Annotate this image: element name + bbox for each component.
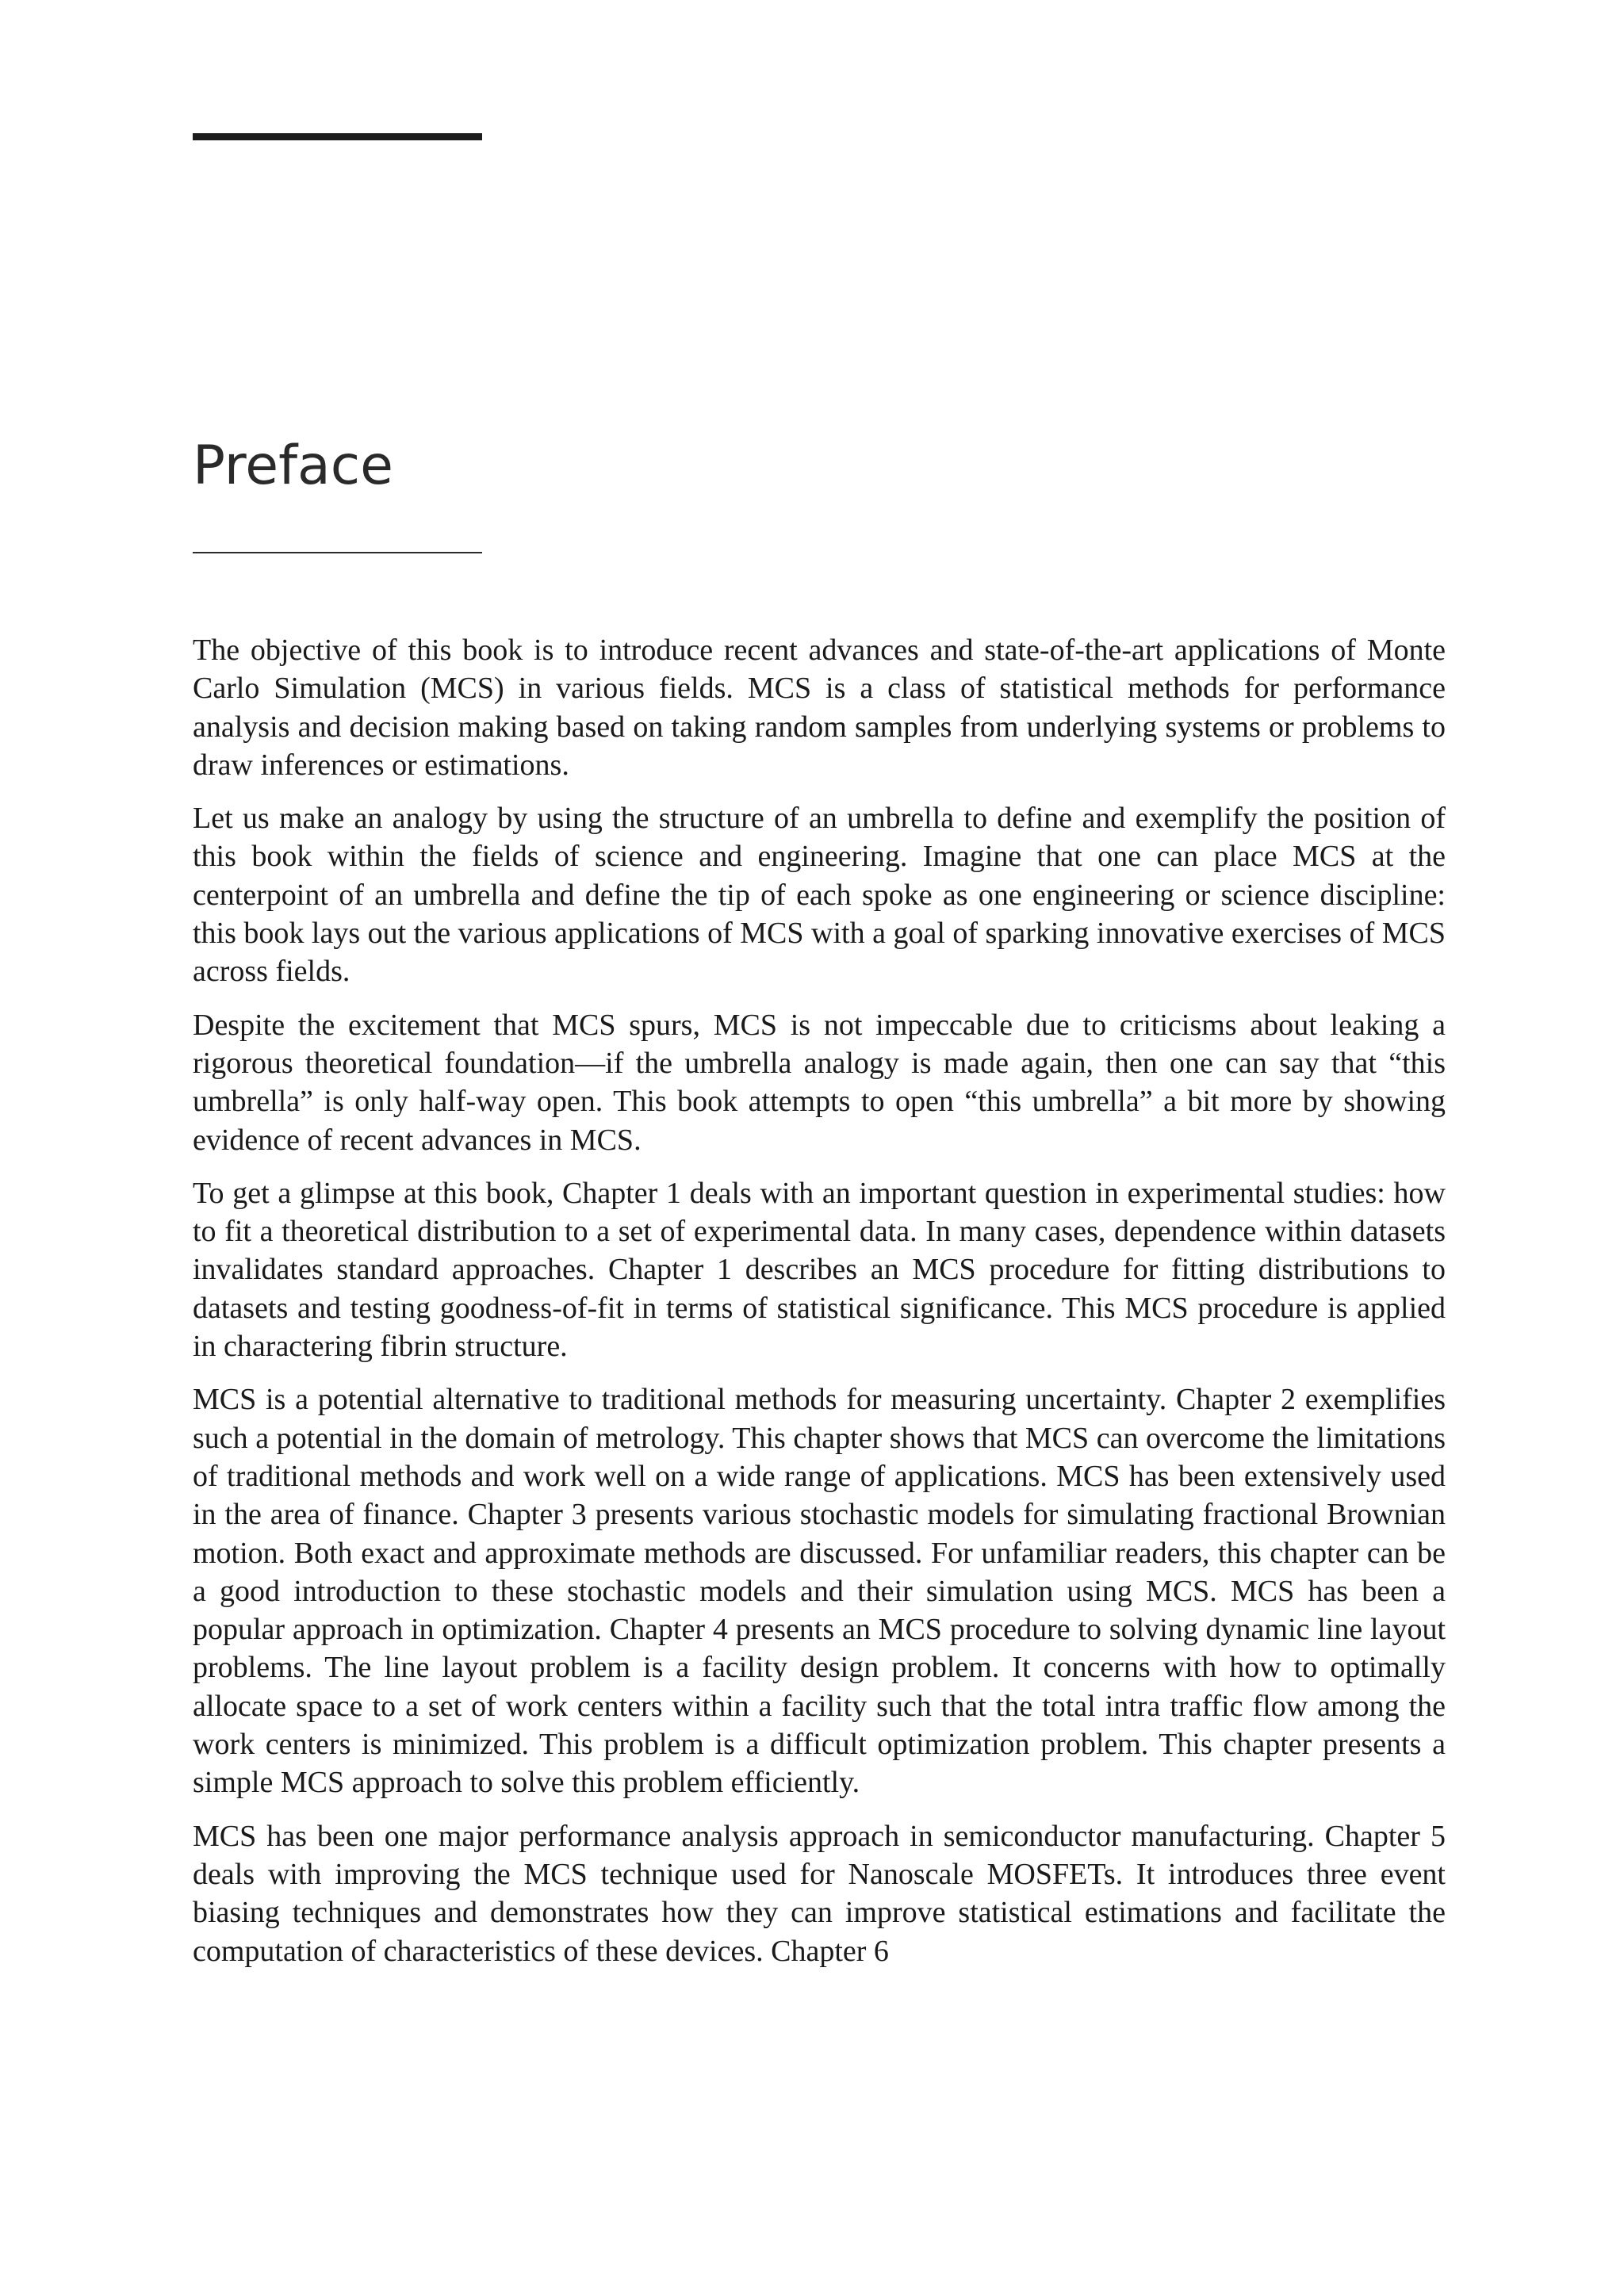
paragraph-4: To get a glimpse at this book, Chapter 1 deals with an important question in experimental studies: how to fit a theoretical distribution to a set of experimental data. In many cases, dependence within datasets invalidates standard approaches. Chapter 1 describes an MCS procedure for fitting distributions to datasets and testing goodness-of-fit in terms of statistical significance. This MCS procedure is applied in charactering fibrin structure. — [193, 1176, 1446, 1364]
paragraph-5: MCS is a potential alternative to traditional methods for measuring uncertainty. Chapter 2 exemplifies such a potential in the domain of metrology. This chapter shows that MCS can overcome the limitations of traditional methods and work well on a wide range of applications. MCS has been extensively used in the area of finance. Chapter 3 presents various stochastic models for simulating fractional Brownian motion. Both exact and approximate methods are discussed. For unfamiliar readers, this chapter can be a good introduction to these stochastic models and their simulation using MCS. MCS has been a popular approach in optimization. Chapter 4 presents an MCS procedure to solving dynamic line layout problems. The line layout problem is a facility design problem. It concerns with how to optimally allocate space to a set of work centers within a facility such that the total intra traffic flow among the work centers is minimized. This problem is a difficult optimization problem. This chapter presents a simple MCS approach to solve this problem efficiently. — [193, 1383, 1446, 1800]
paragraph-2: Let us make an analogy by using the structure of an umbrella to define and exemplify the position of this book within the fields of science and engineering. Imagine that one can place MCS at the centerpoint of an umbrella and define the tip of each spoke as one engineering or science discipline: this book lays out the various applications of MCS with a goal of sparking innovative exercises of MCS across fields. — [193, 802, 1446, 989]
preface-body — [193, 631, 1446, 1970]
paragraph-6: MCS has been one major performance analysis approach in semiconductor manufacturing. Chapter 5 deals with improving the MCS technique used for Nanoscale MOSFETs. It introduces three event biasing techniques and demonstrates how they can improve statistical estimations and facilitate the computation of characteristics of these devices. Chapter 6 — [193, 1819, 1446, 1968]
paragraph-3: Despite the excitement that MCS spurs, MCS is not impeccable due to criticisms about leaking a rigorous theoretical foundation—if the umbrella analogy is made again, then one can say that “this umbrella” is only half-way open. This book attempts to open “this umbrella” a bit more by showing evidence of recent advances in MCS. — [193, 1008, 1446, 1157]
page-title: Preface — [193, 434, 393, 497]
title-underline-rule — [193, 552, 482, 553]
paragraph-1: The objective of this book is to introduce recent advances and state-of-the-art applications of Monte Carlo Simulation (MCS) in various fields. MCS is a class of statistical methods for performance analysis and decision making based on taking random samples from underlying systems or problems to draw inferences or estimations. — [193, 634, 1446, 782]
chapter-top-rule — [193, 133, 482, 140]
